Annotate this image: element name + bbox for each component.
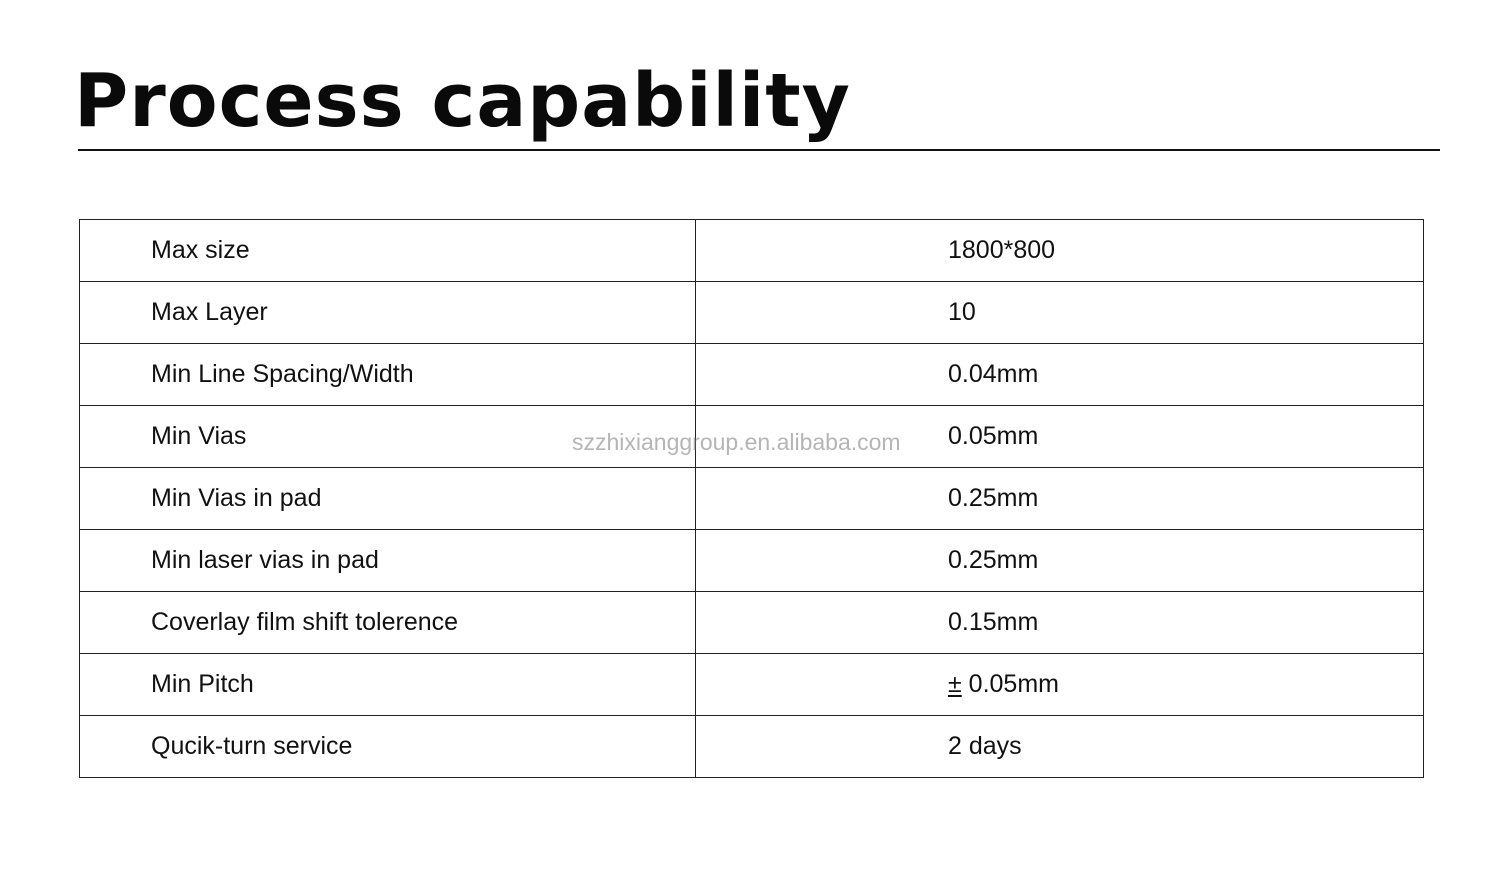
table-row — [80, 654, 1424, 716]
table-row — [80, 220, 1424, 282]
row-value: 0.04mm — [696, 344, 1424, 406]
row-value: 0.25mm — [696, 468, 1424, 530]
table-row — [80, 344, 1424, 406]
row-value: 0.25mm — [696, 530, 1424, 592]
table-row — [80, 282, 1424, 344]
row-value: 0.05mm — [696, 406, 1424, 468]
page-title: Process capability — [74, 58, 851, 144]
row-label: Min Pitch — [80, 654, 696, 716]
capability-table — [79, 219, 1424, 778]
table-row — [80, 716, 1424, 778]
row-label: Max Layer — [80, 282, 696, 344]
watermark: szzhixianggroup.en.alibaba.com — [572, 429, 901, 455]
table-row — [80, 592, 1424, 654]
row-value — [696, 654, 1424, 716]
table-row — [80, 406, 1424, 468]
row-label: Min laser vias in pad — [80, 530, 696, 592]
title-divider — [78, 149, 1440, 151]
row-label: Min Vias in pad — [80, 468, 696, 530]
plus-minus-sign: ± — [948, 670, 962, 698]
table-row — [80, 530, 1424, 592]
row-value-text: 0.05mm — [961, 670, 1059, 698]
row-label: Min Line Spacing/Width — [80, 344, 696, 406]
row-value: 10 — [696, 282, 1424, 344]
row-label: Min Vias — [80, 406, 696, 468]
table-row — [80, 468, 1424, 530]
row-label: Coverlay film shift tolerence — [80, 592, 696, 654]
row-label: Max size — [80, 220, 696, 282]
row-value: 1800*800 — [696, 220, 1424, 282]
row-label: Qucik-turn service — [80, 716, 696, 778]
row-value: 0.15mm — [696, 592, 1424, 654]
row-value: 2 days — [696, 716, 1424, 778]
